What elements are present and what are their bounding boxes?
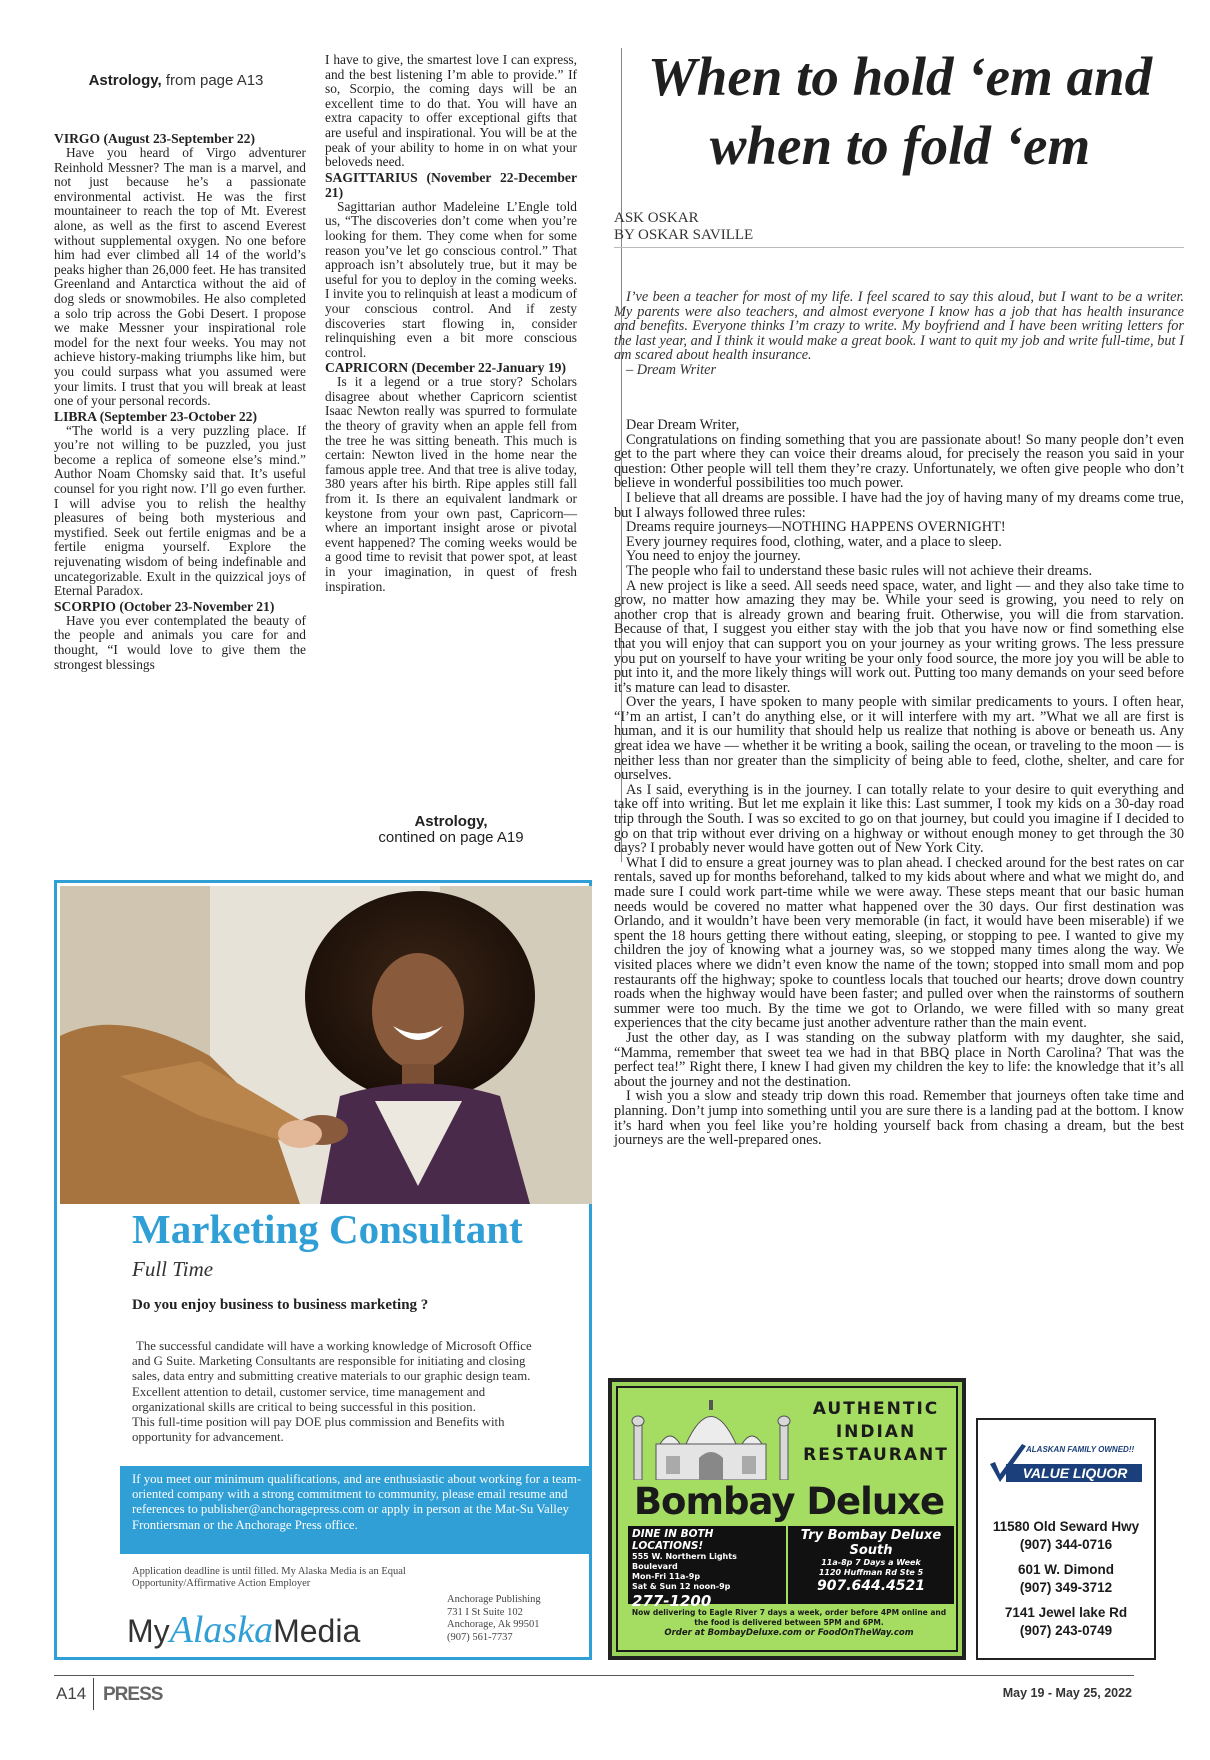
sign-heading: CAPRICORN (December 22-January 19) [325,360,566,376]
address-line: (907) 561-7737 [447,1631,513,1643]
liquor-locations [978,1518,1154,1639]
order-online: Order at BombayDeluxe.com or FoodOnTheWay.com [664,1628,914,1638]
sign-heading: VIRGO (August 23-September 22) [54,131,256,146]
answer-paragraph: I believe that all dreams are possible. I have had the joy of having many of my dreams come true, but I always followed three rules: [614,489,1184,521]
ad-deadline: Application deadline is until filled. My Alaska Media is an Equal Opportunity/Affirmative Action Employer [132,1566,406,1589]
astrology-column-2 [325,53,577,594]
astrology-jump-head [56,72,296,90]
sign-text: Have you heard of Virgo adventurer Reinhold Messner? The man is a marvel, and not just because he’s a passionate environmental activist. He was the first mountaineer to reach the top of Mt. Everest alone, as well as the first to ascend Everest without supplemental oxygen. No one before him had ever climbed all 14 of the world’s peaks higher than 26,000 feet. He has transited Greenland and Antarctica without the aid of dog sleds or snowmobiles. He also completed a solo trip across the Gobi Desert. I propose we make Messner your inspirational role model for the next four weeks. You may not achieve history-making triumphs like him, but you could surpass what you assumed were your limits. I trust that you will break at least one of your personal records. [54,145,306,409]
astrology-jump-from: from page A13 [161,72,264,89]
address-line: 731 I St Suite 102 [447,1606,523,1618]
sign-text: Is it a legend or a true story? Scholars disagree about whether Capricorn scientist Isaac Newton really was spurred to formulate the theory of gravity when an apple fell from the tree he was sitting beneath. This much is certain: Newton lived in the home near the famous apple tree. And that tree is alive today, 380 years after his birth. Ripe apples still fall from it. Is there an equivalent landmark or keystone from your own past, Capricorn—where an important insight arose or pivotal event happened? The coming weeks would be a good time to revisit that power spot, at least in your imagination, in quest of fresh inspiration. [325,374,577,594]
tagline-line: RESTAURANT [803,1445,949,1465]
delivery-text: Now delivering to Eagle River 7 days a week, order before 4PM online and the food is delivered between 5PM and 6PM. [631,1608,947,1627]
answer-paragraph: Dear Dream Writer, [626,417,740,433]
value-liquor-logo [986,1442,1146,1486]
phone-north: 277-1200 [632,1592,712,1610]
ad-description [132,1339,532,1445]
handshake-illustration [60,886,592,1204]
address-line: Anchorage Publishing [447,1594,541,1605]
address-north: 555 W. Northern Lights Boulevard [632,1552,737,1571]
hours-south: 11a-8p 7 Days a Week [821,1558,921,1567]
bombay-tagline [796,1398,956,1467]
answer-paragraph: Dreams require journeys—NOTHING HAPPENS OVERNIGHT! [626,519,1006,536]
astrology-continued [325,814,577,846]
family-owned-tag: ALASKAN FAMILY OWNED!! [1026,1445,1135,1454]
tagline-line: INDIAN [835,1422,917,1442]
issue-date: May 19 - May 25, 2022 [1002,1686,1132,1700]
logo-alaska: Alaska [169,1609,274,1651]
hours-weekday: Mon-Fri 11a-9p [632,1572,701,1581]
answer-paragraph: You need to enjoy the journey. [626,548,801,565]
author-byline: BY OSKAR SAVILLE [614,227,754,243]
astrology-continued-bold: Astrology, [414,813,488,830]
marketing-consultant-ad [54,880,592,1660]
location-north [628,1526,786,1610]
ad-description-pay: This full-time position will pay DOE plus commission and Benefits with opportunity for advancement. [132,1415,505,1445]
phone-south: 907.644.4521 [816,1578,926,1594]
ad-apply-text: If you meet our minimum qualifications, and are enthusiastic about working for a team-oriented company with a strong commitment to community, please email resume and references to publisher@anchoragepress.com or apply in person at the Mat-Su Valley Frontiersman or the Anchorage Press office. [132,1472,582,1532]
byline [614,210,753,244]
location-phone: (907) 344-0716 [1019,1536,1113,1552]
answer-paragraph: The people who fail to understand these basic rules will not achieve their dreams. [626,562,1093,579]
ad-job-type: Full Time [132,1257,214,1281]
headline-line-1: When to hold ‘em and [647,46,1153,107]
answer-paragraph: Just the other day, as I was standing on the subway platform with my daughter, she said, “Mamma, remember that sweet tea we had in that BBQ place in North Carolina? That was the perfect tea!” Right there, I knew I had given my children the key to life: the knowledge that it’s all about the journey and not the destination. [614,1029,1184,1090]
location-phone: (907) 243-0749 [1019,1622,1113,1638]
sign-text: Sagittarian author Madeleine L’Engle told us, “The discoveries don’t come when you’re looking for them. They come when for some reason you’ve let go conscious control.” That approach isn’t absolutely true, but it may be useful for you to deploy in the coming weeks. I invite you to relinquish at least a modicum of your conscious control. And if zesty discoveries start flowing in, consider relinquishing even a bit more conscious control. [325,198,577,360]
answer-paragraph: I wish you a slow and steady trip down this road. Remember that journeys often take time and planning. Don’t jump into something until you are sure there is a landing pad at the bottom. I know it’s hard when you feel like you’re holding yourself back from chasing a dream, but the best journeys are the well-prepared ones. [614,1088,1184,1149]
location-address: 11580 Old Seward Hwy [992,1519,1140,1534]
sign-text: Have you ever contemplated the beauty of the people and animals you care for and thought, “I would love to give them the strongest blessings [54,612,306,672]
address-south: 1120 Huffman Rd Ste 5 [818,1568,924,1577]
address-line: Anchorage, Ak 99501 [447,1619,540,1630]
astrology-column-1 [54,131,306,672]
page-number: A14 [56,1684,87,1703]
logo-media: Media [273,1613,361,1649]
handshake-photo [60,886,592,1204]
answer-paragraph: Over the years, I have spoken to many people with similar predicaments to yours. I often hear, “I’m an artist, I can’t do anything else, or it will interfere with my art. ”What we all are first is human, and it is our humility that should help us realize that nothing is above or beneath us. Any great idea we have — whether it be writing a book, sailing the ocean, or traveling to the moon — is neither less than nor greater than the simplicity of being able to feed, clothe, shelter, and care for ourselves. [614,694,1184,784]
taj-mahal-icon [626,1394,796,1480]
byline-rule [614,247,1184,248]
location-phone: (907) 349-3712 [1019,1579,1113,1595]
sign-heading: LIBRA (September 23-October 22) [54,408,258,424]
article-headline [620,42,1180,180]
headline-line-2: when to fold ‘em [709,115,1091,176]
location-address: 601 W. Dimond [1017,1562,1115,1577]
my-alaska-media-logo [127,1608,360,1652]
footer-rule [54,1675,1134,1676]
column-name: ASK OSKAR [614,210,699,226]
location-address: 7141 Jewel lake Rd [1004,1605,1128,1620]
press-logo [103,1684,162,1706]
answer-paragraph: A new project is like a seed. All seeds need space, water, and light — and they also take time to grow, no matter how amazing they may be. While your seed is growing, you need to rely on another crop that is already grown and bearing fruit. Otherwise, you will die from starvation. Because of that, I suggest you either stay with the job that you have now or find something else that you will enjoy that can support you on your journey as your writing grows. The less pressure you put on yourself to have your writing be your only food source, the more joy you will be able to put into it, and the more likely things will work out. Putting too many demands on your seed before it’s mature can lead to disaster. [614,577,1184,696]
sign-text: “The world is a very puzzling place. If you’re not willing to be puzzled, you just become a replica of someone else’s mind.” Author Noam Chomsky said that. It’s useful counsel for you right now. I’ll go even further. I will advise you to relish the healthy pleasures of being both mysterious and mystified. Seek out fertile enigmas and be a fertile enigma yourself. Explore the rejuvenating wisdom of being indefinable and uncategorizable. Exult in the quizzical joys of Eternal Paradox. [54,422,306,599]
sign-heading: SAGITTARIUS (November 22-December 21) [325,169,577,200]
bombay-ad-panel [616,1386,958,1652]
answer-paragraph: Every journey requires food, clothing, water, and a place to sleep. [626,533,1002,550]
letter-signature: – Dream Writer [626,361,717,378]
answer-paragraph: What I did to ensure a great journey was to plan ahead. I checked around for the best rates on car rentals, saved up for months beforehand, talked to my kids about where and what we might do, and made sure I could work part-time while we were away. These steps meant that our basic human needs would be covered no matter what happened over the 30 days. Our first destination was Orlando, and it wouldn’t have been very memorable (in fact, it would have been miserable) if we spent the 18 hours getting there without eating, sleeping, or stopping to pee. I wanted to give my children the joy of knowing what a journey was, so we stopped many times along the way. We visited places where we didn’t even know the name of the town; stopped into small mom and pop restaurants off the highway; spoke to countless locals that touched our hearts; drove down country roads when the highway would have been faster; and pulled over when the rainstorms of southern summer were too much. By the time we got to Orlando, we were filled with so many great experiences that the city became just another adventure rather than the main event. [614,854,1184,1032]
answer-paragraph: As I said, everything is in the journey. I can totally relate to your desire to quit everything and take off into writing. But let me explain it like this: Last summer, I took my kids on a 30-day road trip through the South. I was so excited to go on that journey, but could you imagine if I decided to go on that trip without ever driving on a highway or without enough money to get through the 30 days? I probably never would have gotten out of New York City. [614,781,1184,857]
try-south: Try Bombay Deluxe South [800,1528,942,1558]
astrology-jump-bold: Astrology, [88,72,162,89]
ad-description-text: The successful candidate will have a working knowledge of Microsoft Office and G Suite. Marketing Consultants are responsible for initiating and closing sales, data entry and submitting creative materials to our graphic design team. Excellent attention to detail, customer service, time management and organizational skills are critical to being successful in this position. [132,1339,532,1414]
answer-paragraph: Congratulations on finding something that you are passionate about! So many people don’t even get to the part where they can voice their dreams aloud, for precisely the reason you said in your question: Other people will tell them they’re crazy. Unfortunately, we often give people who don’t believe in wonderful possibilities too much power. [614,431,1184,492]
ad-address [447,1594,541,1644]
letter-text: I’ve been a teacher for most of my life. I feel scared to say this aloud, but I want to be a writer. My parents were also teachers, and almost everyone I know has a job that has health insurance and benefits. Everyone thinks I’m crazy to write. My boyfriend and I have been writing letters for the last year, and I think it would make a great book. I want to quit my job and write full-time, but I am scared about health insurance. [614,289,1184,364]
hours-weekend: Sat & Sun 12 noon-9p [632,1582,731,1591]
delivery-info [628,1608,950,1638]
tagline-line: AUTHENTIC [812,1399,940,1419]
restaurant-name: Bombay Deluxe [633,1480,945,1523]
ad-apply-band [120,1466,592,1554]
advice-answer [614,418,1184,1148]
value-liquor-ad [976,1418,1156,1660]
bombay-deluxe-ad [608,1378,966,1660]
ad-job-title: Marketing Consultant [132,1206,523,1252]
location-south [788,1526,954,1604]
ad-question: Do you enjoy business to business marketing ? [132,1297,429,1313]
footer-divider [93,1678,94,1710]
liquor-brand: VALUE LIQUOR [1022,1465,1128,1481]
sign-text-continued: I have to give, the smartest love I can express, and the best listening I’m able to provide.” If so, Scorpio, the coming days will be an excellent time to do that. You will have an extra capacity to offer exceptional gifts that are useful and inspirational. You will be at the peak of your ability to home in on what your beloveds need. [325,52,577,170]
reader-letter [614,290,1184,378]
astrology-continued-page: contined on page A19 [378,829,524,846]
dine-in-banner: DINE IN BOTH LOCATIONS! [632,1528,714,1552]
sign-heading: SCORPIO (October 23-November 21) [54,598,275,614]
publication-name: PRESS [103,1684,163,1705]
logo-my: My [127,1613,170,1649]
